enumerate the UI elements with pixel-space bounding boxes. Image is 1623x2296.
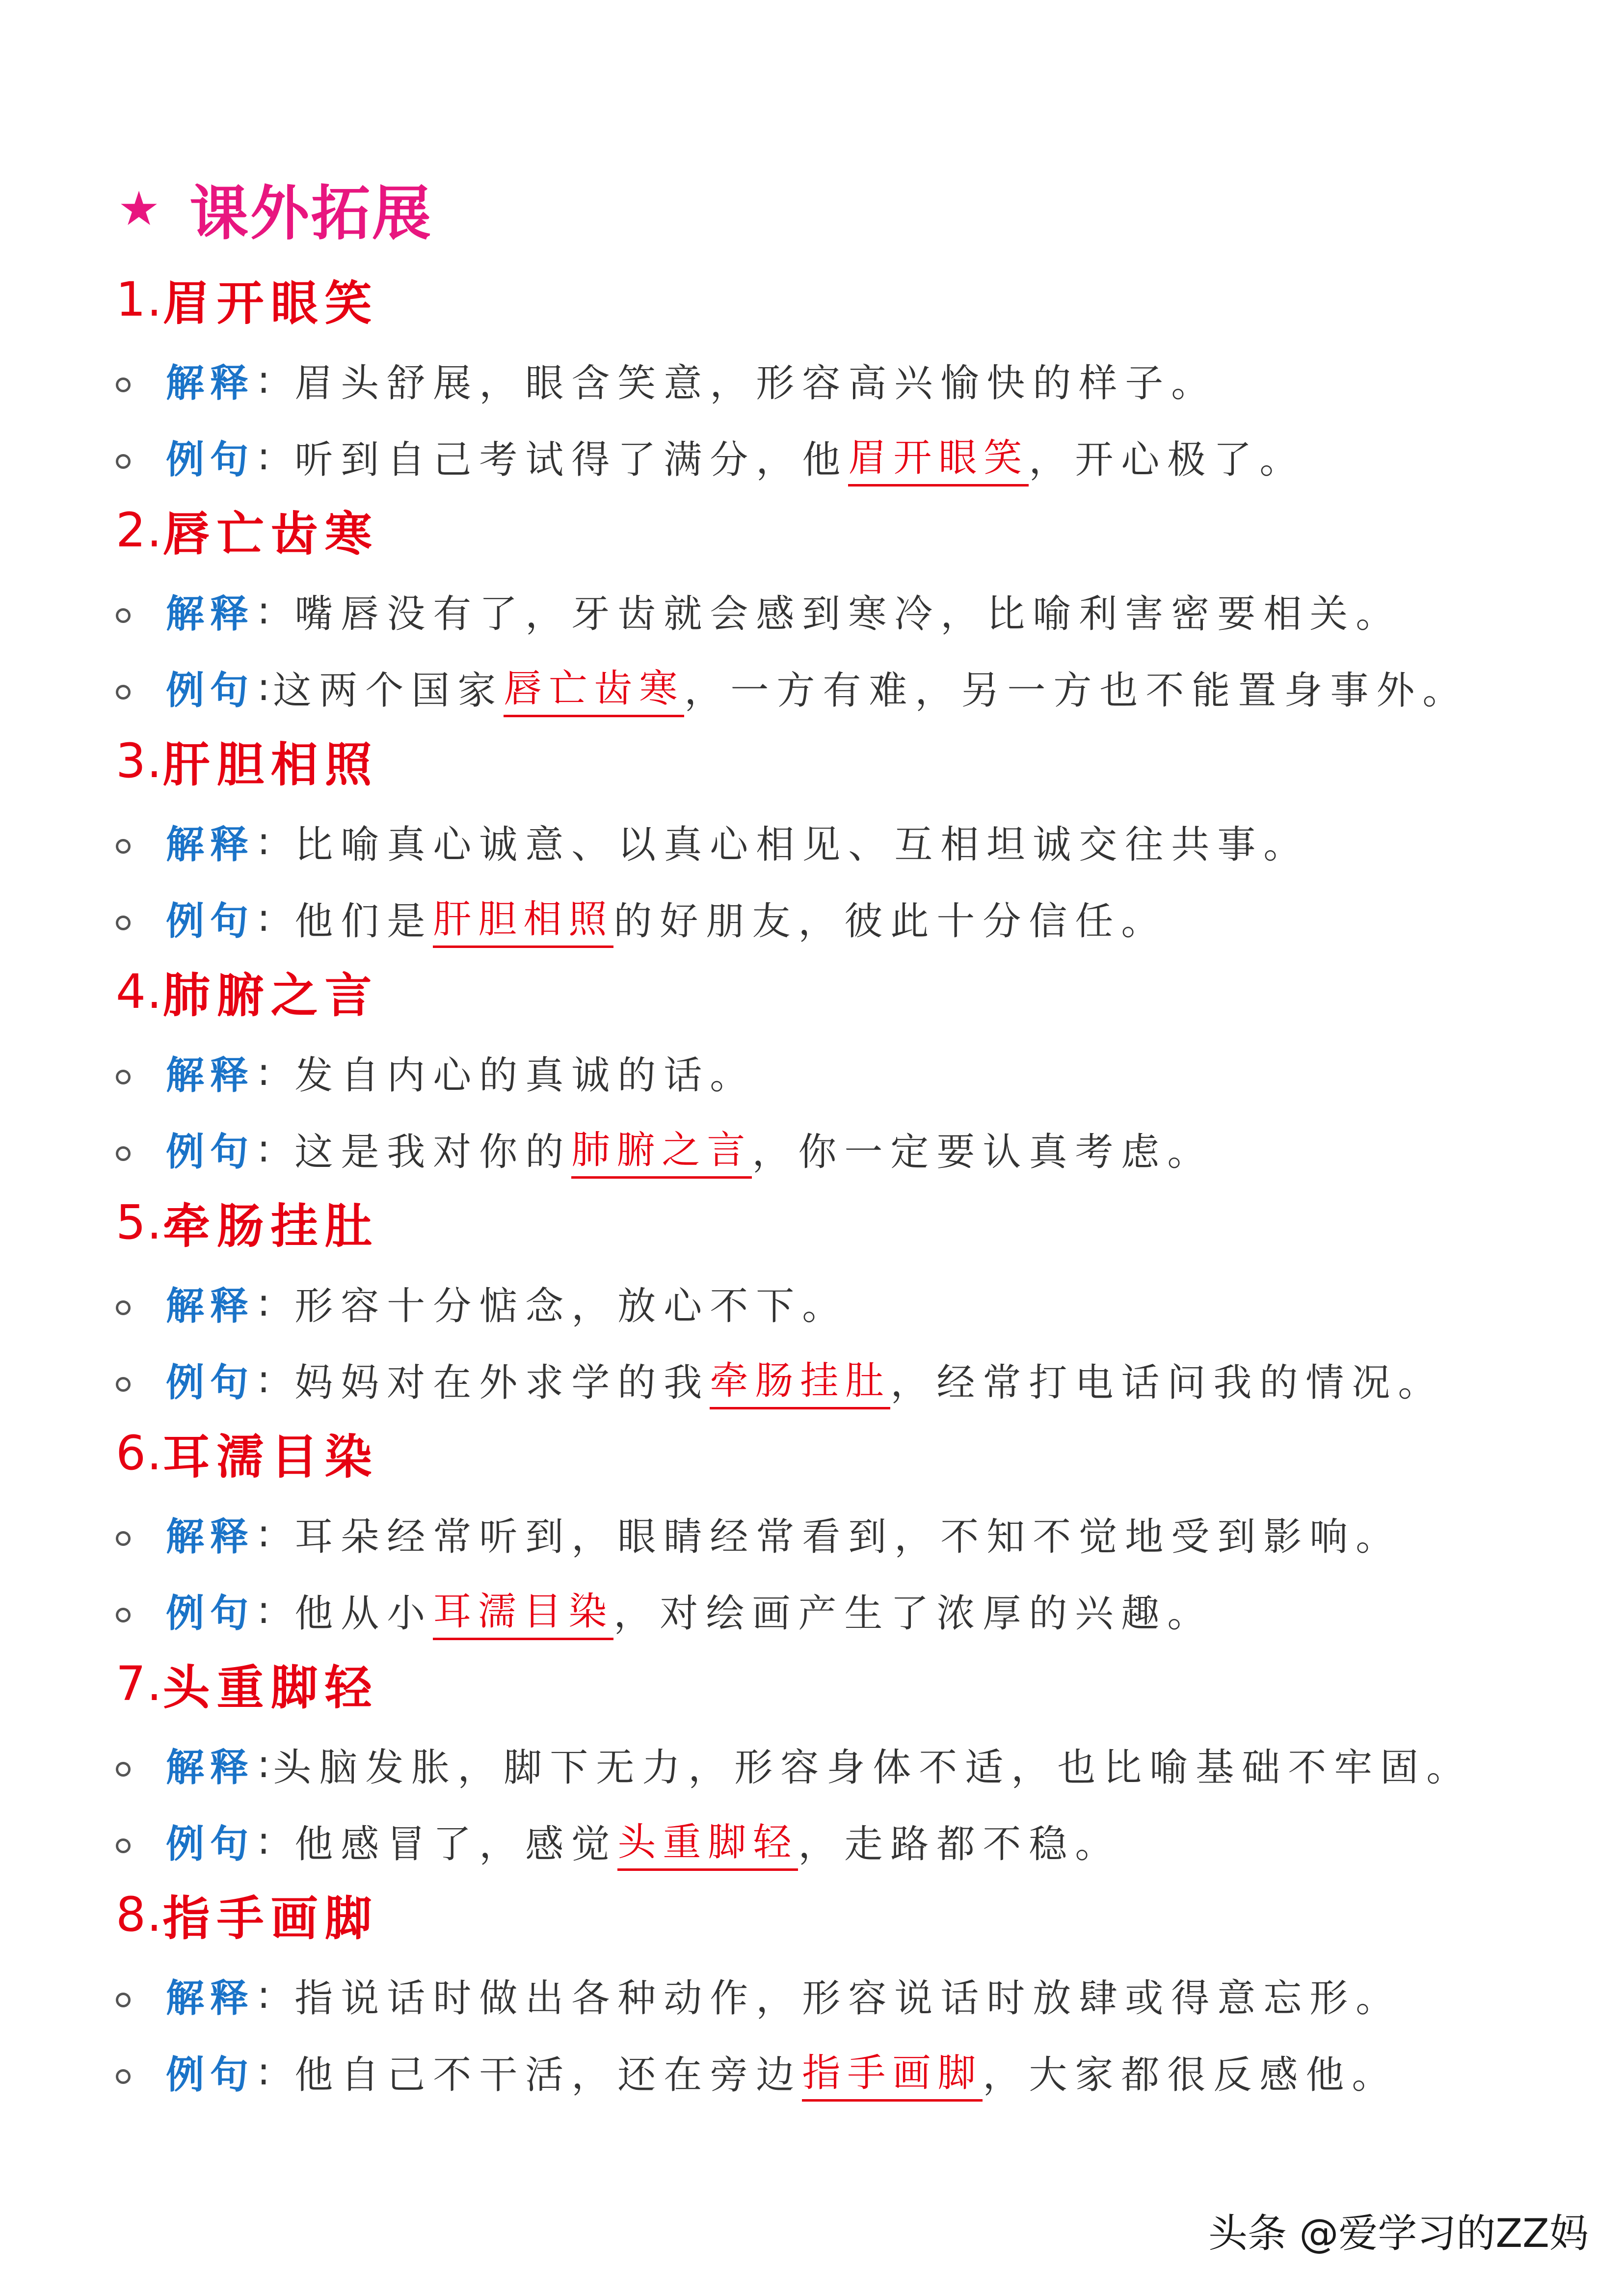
bullet-circle-icon — [116, 1070, 131, 1084]
explain-label: 解释 — [166, 823, 255, 867]
example-label: 例句 — [166, 438, 255, 482]
explain-label: 解释 — [166, 592, 255, 636]
idiom-title: 8. 指手画脚 — [116, 1887, 379, 1946]
example-label: 例句 — [166, 2053, 255, 2097]
explain-label: 解释 — [166, 1284, 255, 1328]
bullet-circle-icon — [116, 916, 131, 930]
bullet-circle-icon — [116, 1608, 131, 1622]
example-line: 例句 : 这是我对你的 肺腑之言 ，你一定要认真考虑。 — [116, 1119, 1213, 1178]
highlighted-idiom: 唇亡齿寒 — [504, 658, 684, 717]
highlighted-idiom: 指手画脚 — [802, 2042, 983, 2102]
highlighted-idiom: 耳濡目染 — [433, 1581, 613, 1640]
example-line: 例句 : 这两个国家 唇亡齿寒 ，一方有难，另一方也不能置身事外。 — [116, 658, 1468, 717]
idiom-title: 3. 肝胆相照 — [116, 733, 379, 792]
example-label: 例句 — [166, 899, 255, 944]
example-line: 例句 : 他感冒了，感觉 头重脚轻 ，走路都不稳。 — [116, 1811, 1121, 1870]
explain-line: 解释 : 嘴唇没有了，牙齿就会感到寒冷，比喻利害密要相关。 — [116, 581, 1402, 640]
idiom-title: 2. 唇亡齿寒 — [116, 503, 379, 562]
star-icon: ★ — [118, 181, 160, 236]
example-line: 例句 : 他自己不干活，还在旁边 指手画脚 ，大家都很反感他。 — [116, 2042, 1398, 2101]
watermark: 头条 @爱学习的ZZ妈 — [1208, 2211, 1589, 2256]
idiom-title: 4. 肺腑之言 — [116, 964, 379, 1023]
highlighted-idiom: 头重脚轻 — [617, 1811, 798, 1871]
highlighted-idiom: 肝胆相照 — [433, 889, 613, 948]
idiom-title: 7. 头重脚轻 — [116, 1656, 379, 1715]
explain-line: 解释 : 头脑发胀，脚下无力，形容身体不适，也比喻基础不牢固。 — [116, 1735, 1472, 1794]
explain-line: 解释 : 耳朵经常听到，眼睛经常看到，不知不觉地受到影响。 — [116, 1504, 1402, 1563]
explain-line: 解释 : 形容十分惦念，放心不下。 — [116, 1273, 848, 1332]
bullet-circle-icon — [116, 454, 131, 469]
bullet-circle-icon — [116, 1762, 131, 1777]
explain-text: 发自内心的真诚的话。 — [294, 1053, 756, 1098]
explain-text: 嘴唇没有了，牙齿就会感到寒冷，比喻利害密要相关。 — [294, 592, 1402, 636]
section-header — [118, 167, 433, 250]
explain-text: 指说话时做出各种动作，形容说话时放肆或得意忘形。 — [294, 1976, 1402, 2021]
explain-text: 比喻真心诚意、以真心相见、互相坦诚交往共事。 — [294, 823, 1310, 867]
explain-text: 形容十分惦念，放心不下。 — [294, 1284, 849, 1328]
explain-line: 解释 : 发自内心的真诚的话。 — [116, 1043, 756, 1102]
explain-text: 眉头舒展，眼含笑意，形容高兴愉快的样子。 — [294, 361, 1218, 405]
explain-text: 耳朵经常听到，眼睛经常看到，不知不觉地受到影响。 — [294, 1515, 1402, 1559]
bullet-circle-icon — [116, 1531, 131, 1546]
example-line: 例句 : 他从小 耳濡目染 ，对绘画产生了浓厚的兴趣。 — [116, 1581, 1213, 1640]
explain-label: 解释 — [166, 1976, 255, 2021]
bullet-circle-icon — [116, 1300, 131, 1315]
highlighted-idiom: 眉开眼笑 — [848, 427, 1029, 486]
highlighted-idiom: 牵肠挂肚 — [710, 1350, 890, 1409]
example-line: 例句 : 他们是 肝胆相照 的好朋友，彼此十分信任。 — [116, 889, 1167, 947]
highlighted-idiom: 肺腑之言 — [571, 1119, 752, 1179]
explain-text: 头脑发胀，脚下无力，形容身体不适，也比喻基础不牢固。 — [273, 1746, 1473, 1790]
section-title: 课外拓展 — [189, 180, 433, 248]
explain-line: 解释 : 指说话时做出各种动作，形容说话时放肆或得意忘形。 — [116, 1966, 1402, 2025]
explain-label: 解释 — [166, 1746, 255, 1790]
explain-label: 解释 — [166, 361, 255, 405]
bullet-circle-icon — [116, 1838, 131, 1853]
example-line: 例句 : 妈妈对在外求学的我 牵肠挂肚 ，经常打电话问我的情况。 — [116, 1350, 1444, 1409]
example-label: 例句 — [166, 1822, 255, 1866]
example-label: 例句 — [166, 669, 255, 713]
bullet-circle-icon — [116, 378, 131, 392]
idiom-title: 5. 牵肠挂肚 — [116, 1195, 379, 1254]
explain-line: 解释 : 眉头舒展，眼含笑意，形容高兴愉快的样子。 — [116, 351, 1217, 409]
idiom-title: 6. 耳濡目染 — [116, 1426, 379, 1485]
example-label: 例句 — [166, 1592, 255, 1636]
bullet-circle-icon — [116, 2069, 131, 2084]
example-label: 例句 — [166, 1361, 255, 1405]
bullet-circle-icon — [116, 1377, 131, 1392]
bullet-circle-icon — [116, 685, 131, 700]
bullet-circle-icon — [116, 608, 131, 623]
bullet-circle-icon — [116, 1993, 131, 2007]
idiom-title: 1. 眉开眼笑 — [116, 272, 379, 331]
explain-label: 解释 — [166, 1515, 255, 1559]
bullet-circle-icon — [116, 839, 131, 854]
explain-label: 解释 — [166, 1053, 255, 1098]
bullet-circle-icon — [116, 1146, 131, 1161]
explain-line: 解释 : 比喻真心诚意、以真心相见、互相坦诚交往共事。 — [116, 812, 1309, 871]
example-line: 例句 : 听到自己考试得了满分，他 眉开眼笑 ，开心极了。 — [116, 427, 1305, 486]
example-label: 例句 — [166, 1130, 255, 1174]
